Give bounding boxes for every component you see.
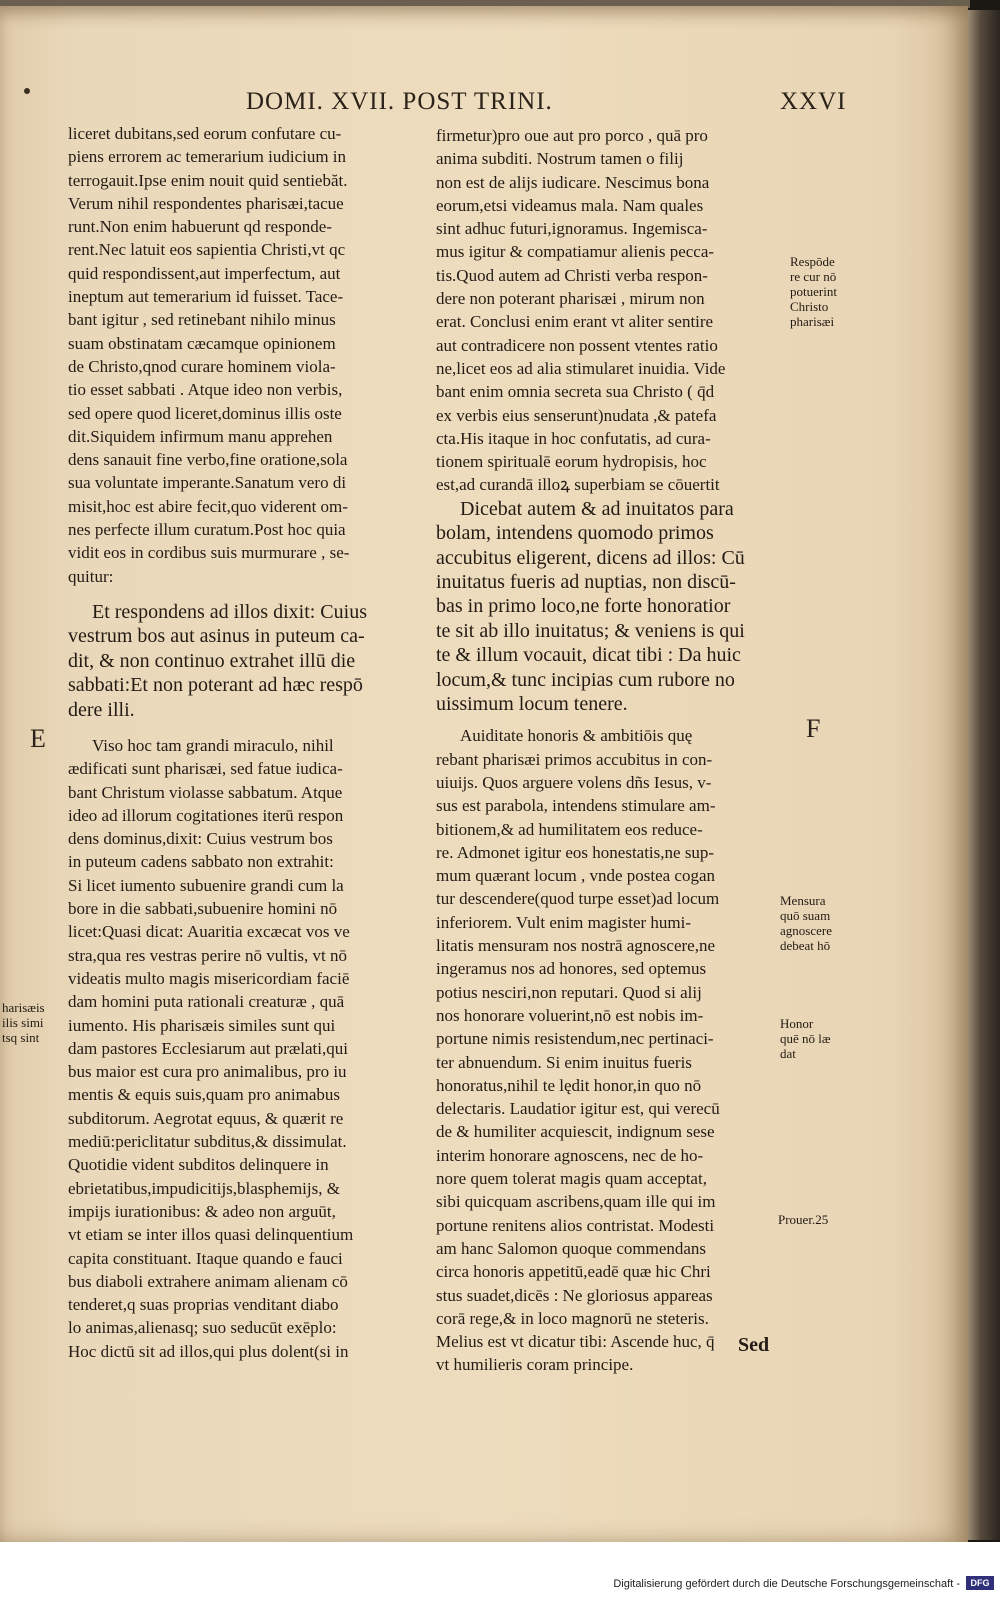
section-letter-e: E bbox=[30, 724, 46, 753]
text-line: Melius est vt dicatur tibi: Ascende huc, q̄ bbox=[436, 1332, 715, 1352]
text-line: Auiditate honoris & ambitiōis quę bbox=[460, 726, 693, 746]
text-line: anima subditi. Nostrum tamen o filij bbox=[436, 149, 684, 169]
text-line: videatis multo magis misericordiam faciē bbox=[68, 968, 350, 988]
text-line: rebant pharisæi primos accubitus in con- bbox=[436, 749, 713, 769]
digitization-footer bbox=[0, 1542, 1000, 1600]
text-line: uissimum locum tenere. bbox=[436, 693, 628, 715]
margin-line: quē nō læ bbox=[780, 1031, 831, 1046]
book-fore-edge bbox=[968, 10, 1000, 1540]
text-line: Dicebat autem & ad inuitatos para bbox=[460, 497, 734, 520]
text-line: nes perfecte illum curatum.Post hoc quia bbox=[68, 520, 346, 540]
text-line: sibi quicquam ascribens,quam ille qui im bbox=[436, 1192, 716, 1212]
text-line: rent.Nec latuit eos sapientia Christi,vt qc bbox=[68, 240, 346, 260]
text-line: Si licet iumento subuenire grandi cum la bbox=[68, 875, 344, 895]
text-line: stra,qua res vestras perire nō vultis, vt nō bbox=[68, 945, 348, 965]
text-line: interim honorare agnoscens, nec de ho- bbox=[436, 1145, 704, 1165]
text-line: portune renitens alios contristat. Modesti bbox=[436, 1215, 715, 1235]
text-line: Hoc dictū sit ad illos,qui plus dolent(si in bbox=[68, 1341, 349, 1361]
text-line: ædificati sunt pharisæi, sed fatue iudica- bbox=[68, 759, 343, 779]
text-line: potius nesciri,non reputari. Quod si alij bbox=[436, 982, 702, 1002]
margin-line: Mensura bbox=[780, 893, 826, 908]
text-line: ideo ad illorum cogitationes iterū respon bbox=[68, 805, 344, 825]
text-line: ter abnuendum. Si enim inuitus fueris bbox=[436, 1052, 692, 1072]
text-line: misit,hoc est abire fecit,quo viderent om- bbox=[68, 496, 348, 516]
margin-line: Honor bbox=[780, 1016, 814, 1031]
text-line: locum,& tunc incipias cum rubore no bbox=[436, 668, 735, 691]
margin-line: Christo bbox=[790, 299, 829, 314]
text-line: Verum nihil respondentes pharisæi,tacue bbox=[68, 193, 344, 213]
text-line: tis.Quod autem ad Christi verba respon- bbox=[436, 265, 708, 285]
text-line: bitionem,& ad humilitatem eos reduce- bbox=[436, 819, 703, 839]
footer-credit: Digitalisierung gefördert durch die Deutsche Forschungsgemeinschaft - bbox=[613, 1578, 960, 1590]
text-line: ex verbis eius senserunt)nudata ,& patefa bbox=[436, 405, 717, 425]
text-line: capita constituant. Itaque quando e fauci bbox=[68, 1248, 343, 1268]
text-line: inuitatus fueris ad nuptias, non discū- bbox=[436, 570, 736, 593]
margin-note-prouer bbox=[778, 1212, 828, 1227]
text-line: bore in die sabbati,subuenire homini nō bbox=[68, 899, 338, 919]
text-line: Quotidie vident subditos delinquere in bbox=[68, 1155, 329, 1175]
text-line: dens dominus,dixit: Cuius vestrum bos bbox=[68, 829, 333, 849]
text-line: iumento. His pharisæis similes sunt qui bbox=[68, 1015, 336, 1035]
margin-line: tsq sint bbox=[2, 1030, 40, 1045]
text-line: firmetur)pro oue aut pro porco , quā pro bbox=[436, 126, 708, 145]
text-line: dens sanauit fine verbo,fine oratione,sola bbox=[68, 450, 348, 470]
text-line: bolam, intendens quomodo primos bbox=[436, 522, 714, 545]
text-line: accubitus eligerent, dicens ad illos: Cū bbox=[436, 546, 745, 569]
text-line: nos honorare voluerint,nō est nobis im- bbox=[436, 1005, 704, 1025]
text-line: tionem spiritualē eorum hydropisis, hoc bbox=[436, 452, 707, 472]
text-line: suam obstinatam cæcamque opinionem bbox=[68, 333, 336, 353]
text-line: ebrietatibus,impudicitijs,blasphemijs, & bbox=[68, 1178, 340, 1198]
dfg-logo: DFG bbox=[966, 1576, 994, 1590]
right-paragraph-2 bbox=[436, 724, 786, 1376]
running-header bbox=[0, 88, 968, 122]
text-line: bus maior est cura pro animalibus, pro iu bbox=[68, 1062, 347, 1082]
margin-line: ilis simi bbox=[2, 1015, 44, 1030]
right-scripture-quote bbox=[436, 497, 786, 717]
margin-line: re cur nō bbox=[790, 269, 837, 284]
text-line: circa honoris appetitū,eadē quæ hic Chri bbox=[436, 1262, 711, 1282]
margin-note-honor bbox=[780, 1016, 831, 1061]
left-column bbox=[68, 122, 418, 1363]
text-line: de & humiliter acquiescit, indignum sese bbox=[436, 1122, 715, 1142]
text-line: quid respondissent,aut imperfectum, aut bbox=[68, 263, 341, 283]
text-line: dit, & non continuo extrahet illū die bbox=[68, 649, 356, 672]
text-line: Viso hoc tam grandi miraculo, nihil bbox=[92, 735, 334, 755]
text-line: dere illi. bbox=[68, 698, 135, 721]
text-line: re. Admonet igitur eos honestatis,ne sup- bbox=[436, 842, 715, 862]
catchword: Sed bbox=[738, 1334, 770, 1356]
text-line: sint adhuc futuri,ignoramus. Ingemisca- bbox=[436, 219, 708, 239]
running-header-title: DOMI. XVII. POST TRINI. bbox=[246, 88, 553, 115]
text-line: Et respondens ad illos dixit: Cuius bbox=[92, 600, 367, 623]
text-line: bant Christum violasse sabbatum. Atque bbox=[68, 782, 343, 802]
text-line: impijs iurationibus: & adeo non arguūt, bbox=[68, 1201, 336, 1221]
right-paragraph-1 bbox=[436, 124, 786, 497]
text-line: vt etiam se inter illos quasi delinquentium bbox=[68, 1225, 354, 1245]
text-line: bant enim omnia secreta sua Christo ( q̄d bbox=[436, 382, 715, 402]
text-line: runt.Non enim habuerunt qd responde- bbox=[68, 217, 332, 237]
folio-number: XXVI bbox=[780, 88, 847, 115]
text-line: mediū:periclitatur subditus,& dissimulat. bbox=[68, 1132, 347, 1152]
text-line: cta.His itaque in hoc confutatis, ad cura- bbox=[436, 428, 711, 448]
text-line: ne,licet eos ad alia stimularet inuidia. Vide bbox=[436, 358, 726, 378]
margin-line: pharisæi bbox=[790, 314, 835, 329]
text-line: de Christo,qnod curare hominem viola- bbox=[68, 356, 336, 376]
text-line: bas in primo loco,ne forte honoratior bbox=[436, 595, 731, 618]
text-line: am hanc Salomon quoque commendans bbox=[436, 1238, 707, 1258]
text-line: terrogauit.Ipse enim nouit quid sentiebăt. bbox=[68, 170, 348, 190]
left-paragraph-2 bbox=[68, 734, 418, 1363]
text-line: dit.Siquidem infirmum manu apprehen bbox=[68, 426, 333, 446]
text-line: te & illum vocauit, dicat tibi : Da huic bbox=[436, 644, 741, 667]
text-line: piens errorem ac temerarium iudicium in bbox=[68, 147, 347, 167]
text-line: te sit ab illo inuitatus; & veniens is qui bbox=[436, 619, 745, 642]
margin-line: dat bbox=[780, 1046, 796, 1061]
margin-line: debeat hō bbox=[780, 938, 831, 953]
margin-note-mensura bbox=[780, 893, 832, 953]
text-line: dere non poterant pharisæi , mirum non bbox=[436, 289, 705, 309]
text-line: liceret dubitans,sed eorum confutare cu- bbox=[68, 124, 342, 143]
text-line: est,ad curandā illoꝝ superbiam se cōuertit bbox=[436, 475, 720, 495]
text-line: vidit eos in cordibus suis murmurare , se- bbox=[68, 543, 350, 563]
left-scripture-quote bbox=[68, 600, 418, 722]
text-line: portune nimis resistendum,nec pertinaci- bbox=[436, 1029, 714, 1049]
text-line: ineptum aut temerarium id fuisset. Tace- bbox=[68, 287, 344, 307]
text-line: delectaris. Laudatior igitur est, qui verecū bbox=[436, 1099, 720, 1119]
text-line: licet:Quasi dicat: Auaritia excæcat vos ve bbox=[68, 922, 350, 942]
text-line: mentis & equis suis,quam pro animabus bbox=[68, 1085, 340, 1105]
margin-note-respode bbox=[790, 254, 837, 329]
text-line: bus diaboli extrahere animam alienam cō bbox=[68, 1271, 348, 1291]
text-line: sua voluntate imperante.Sanatum vero di bbox=[68, 473, 347, 493]
text-line: mum quærant locum , vnde postea cogan bbox=[436, 866, 716, 886]
left-paragraph-1 bbox=[68, 122, 418, 588]
text-line: sus est parabola, intendens stimulare am- bbox=[436, 796, 716, 816]
margin-line: agnoscere bbox=[780, 923, 832, 938]
text-line: uiuijs. Quos arguere volens dñs Iesus, v- bbox=[436, 773, 712, 792]
text-line: tur descendere(quod turpe esset)ad locum bbox=[436, 889, 720, 909]
text-line: vt humilieris coram principe. bbox=[436, 1355, 634, 1375]
text-line: in puteum cadens sabbato non extrahit: bbox=[68, 852, 334, 872]
margin-line: potuerint bbox=[790, 284, 837, 299]
margin-line: Prouer.25 bbox=[778, 1212, 829, 1227]
right-column bbox=[436, 124, 786, 1377]
text-line: stus suadet,dicēs : Ne gloriosus appareas bbox=[436, 1285, 713, 1305]
text-line: honoratus,nihil te lędit honor,in quo nō bbox=[436, 1075, 702, 1095]
text-line: litatis mensuram nos nostrā agnoscere,ne bbox=[436, 936, 716, 956]
text-line: ingeramus nos ad honores, sed optemus bbox=[436, 959, 707, 979]
text-line: sabbati:Et non poterant ad hæc respō bbox=[68, 674, 363, 697]
text-line: vestrum bos aut asinus in puteum ca- bbox=[68, 625, 365, 648]
text-line: erat. Conclusi enim erant vt aliter sentire bbox=[436, 312, 714, 332]
text-line: eorum,etsi videamus mala. Nam quales bbox=[436, 195, 704, 215]
text-line: dam pastores Ecclesiarum aut prælati,qui bbox=[68, 1038, 348, 1058]
margin-note-pharisaeis bbox=[2, 1000, 45, 1045]
text-line: non est de alijs iudicare. Nescimus bona bbox=[436, 172, 710, 192]
text-line: aut contradicere non possent vtentes ratio bbox=[436, 335, 718, 355]
section-letter-f: F bbox=[806, 714, 821, 743]
margin-line: Respōde bbox=[790, 254, 835, 269]
text-line: sed opere quod liceret,dominus illis oste bbox=[68, 403, 342, 423]
text-line: subditorum. Aegrotat equus, & quærit re bbox=[68, 1108, 344, 1128]
text-line: tio esset sabbati . Atque ideo non verbis, bbox=[68, 380, 343, 400]
text-line: quitur: bbox=[68, 566, 114, 586]
text-line: dam homini puta rationali creaturæ , quā bbox=[68, 992, 345, 1012]
text-line: corā rege,& in loco magnorū ne steteris. bbox=[436, 1308, 709, 1328]
margin-line: quō suam bbox=[780, 908, 831, 923]
text-line: bant igitur , sed retinebant nihilo minus bbox=[68, 310, 336, 330]
text-line: mus igitur & compatiamur alienis pecca- bbox=[436, 242, 715, 262]
text-line: tenderet,q suas proprias venditant diabo bbox=[68, 1295, 339, 1315]
text-line: nore quem tolerat magis quam acceptat, bbox=[436, 1169, 707, 1189]
margin-line: harisæis bbox=[2, 1000, 45, 1015]
text-line: inferiorem. Vult enim magister humi- bbox=[436, 912, 692, 932]
text-line: lo animas,alienasq; suo seducūt exēplo: bbox=[68, 1318, 337, 1338]
